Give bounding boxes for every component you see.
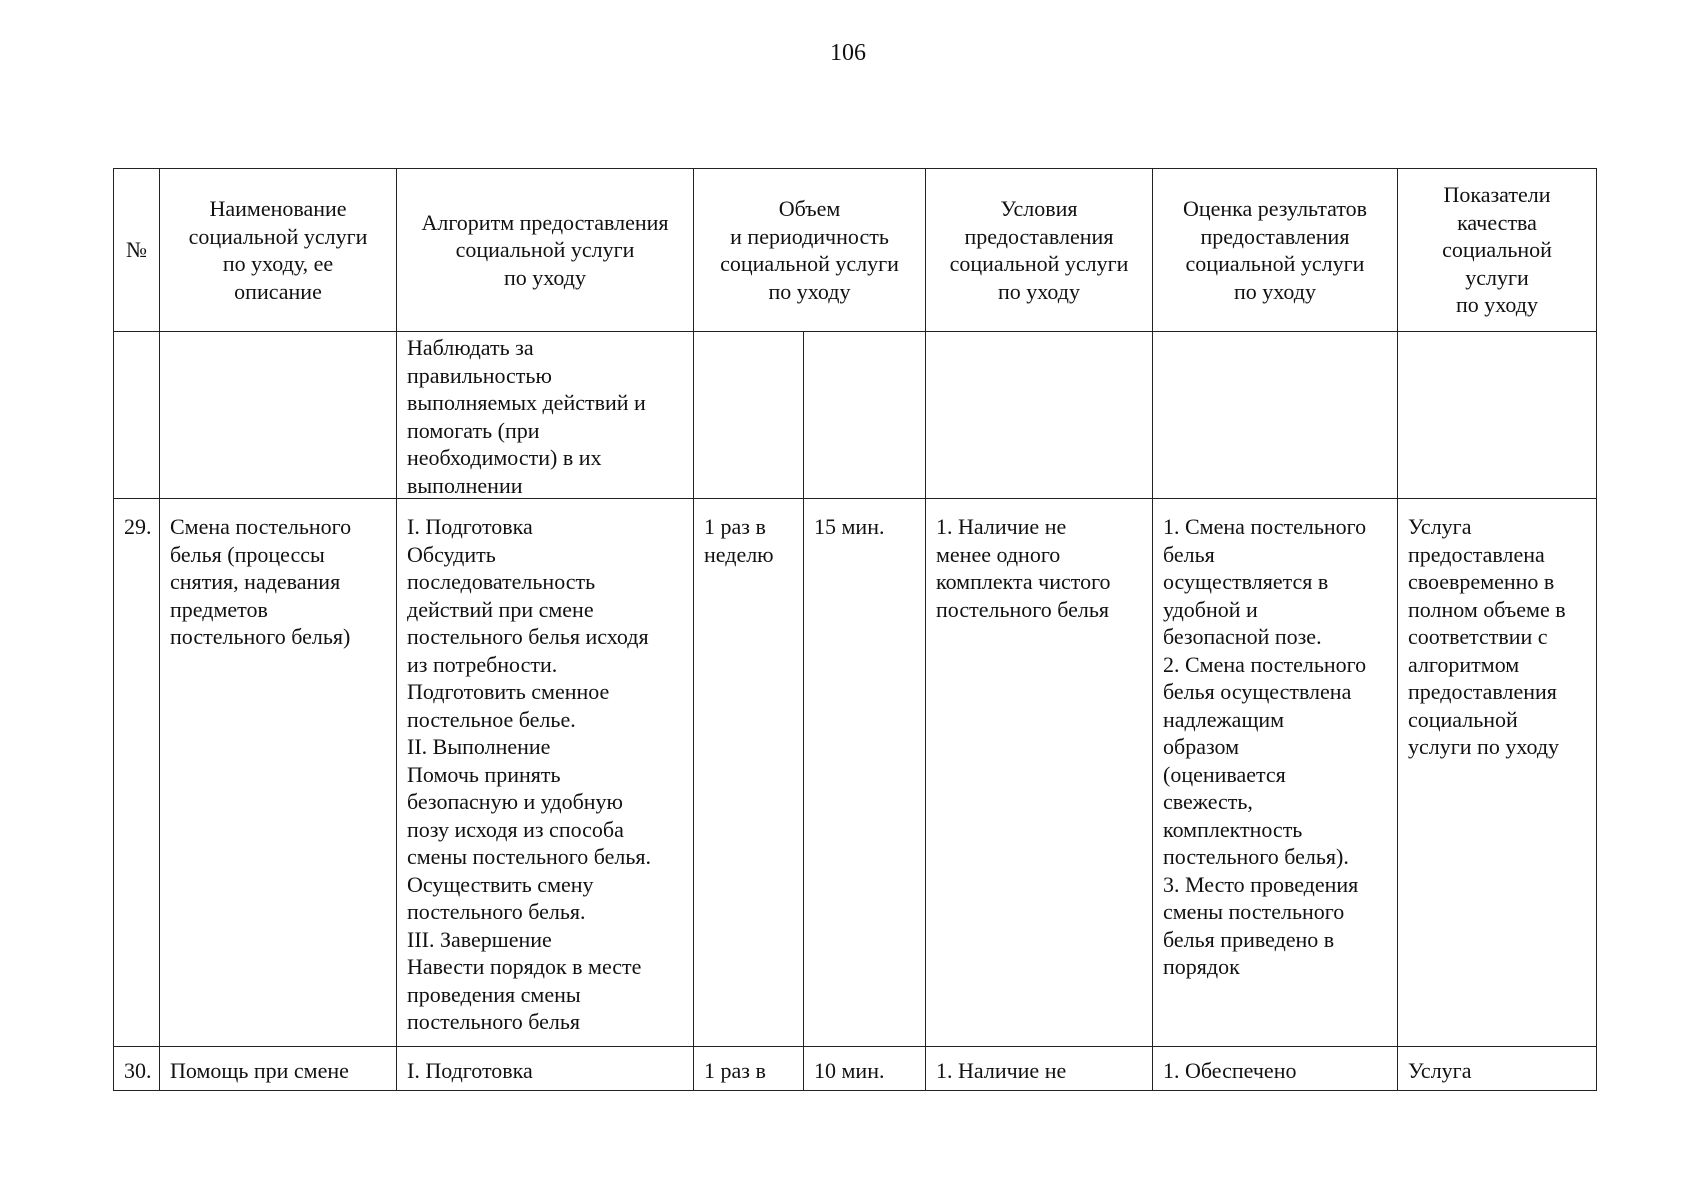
header-name: Наименование социальной услуги по уходу, ее описание [160,169,397,332]
cell-num [114,332,160,499]
cell-evaluation [1153,332,1398,499]
table-row [114,1047,1597,1091]
services-table [113,168,1597,1091]
page-number: 106 [830,40,866,66]
cell-evaluation: 1. Обеспечено [1153,1047,1398,1091]
cell-frequency [694,332,804,499]
header-volume: Объем и периодичность социальной услуги по уходу [694,169,926,332]
cell-frequency: 1 раз в неделю [694,499,804,1047]
cell-num: 30. [114,1047,160,1091]
cell-quality [1398,332,1597,499]
cell-algorithm: I. Подготовка Обсудить последовательность действий при смене постельного белья исходя из потребности. Подготовить сменное постельное белье. II. Выполнение Помочь принять безопасную и удобную позу исходя из способа смены постельного белья. Осуществить смену постельного белья. III. Завершение Навести порядок в месте проведения смены постельного белья [397,499,694,1047]
cell-conditions: 1. Наличие не менее одного комплекта чистого постельного белья [926,499,1153,1047]
header-algorithm: Алгоритм предоставления социальной услуги по уходу [397,169,694,332]
cell-quality: Услуга предоставлена своевременно в полном объеме в соответствии с алгоритмом предоставления социальной услуги по уходу [1398,499,1597,1047]
cell-algorithm: I. Подготовка [397,1047,694,1091]
cell-frequency: 1 раз в [694,1047,804,1091]
table-header-row [114,169,1597,332]
cell-evaluation: 1. Смена постельного белья осуществляется в удобной и безопасной позе. 2. Смена постельного белья осуществлена надлежащим образом (оценивается свежесть, комплектность постельного белья). 3. Место проведения смены постельного белья приведено в порядок [1153,499,1398,1047]
header-quality: Показатели качества социальной услуги по уходу [1398,169,1597,332]
cell-quality: Услуга [1398,1047,1597,1091]
header-evaluation: Оценка результатов предоставления социальной услуги по уходу [1153,169,1398,332]
table-row [114,499,1597,1047]
cell-name: Смена постельного белья (процессы снятия, надевания предметов постельного белья) [160,499,397,1047]
cell-num: 29. [114,499,160,1047]
cell-duration: 10 мин. [804,1047,926,1091]
cell-duration [804,332,926,499]
header-num: № [114,169,160,332]
cell-conditions: 1. Наличие не [926,1047,1153,1091]
cell-algorithm: Наблюдать за правильностью выполняемых действий и помогать (при необходимости) в их выполнении [397,332,694,499]
header-conditions: Условия предоставления социальной услуги по уходу [926,169,1153,332]
cell-name [160,332,397,499]
cell-name: Помощь при смене [160,1047,397,1091]
table-row [114,332,1597,499]
cell-conditions [926,332,1153,499]
cell-duration: 15 мин. [804,499,926,1047]
